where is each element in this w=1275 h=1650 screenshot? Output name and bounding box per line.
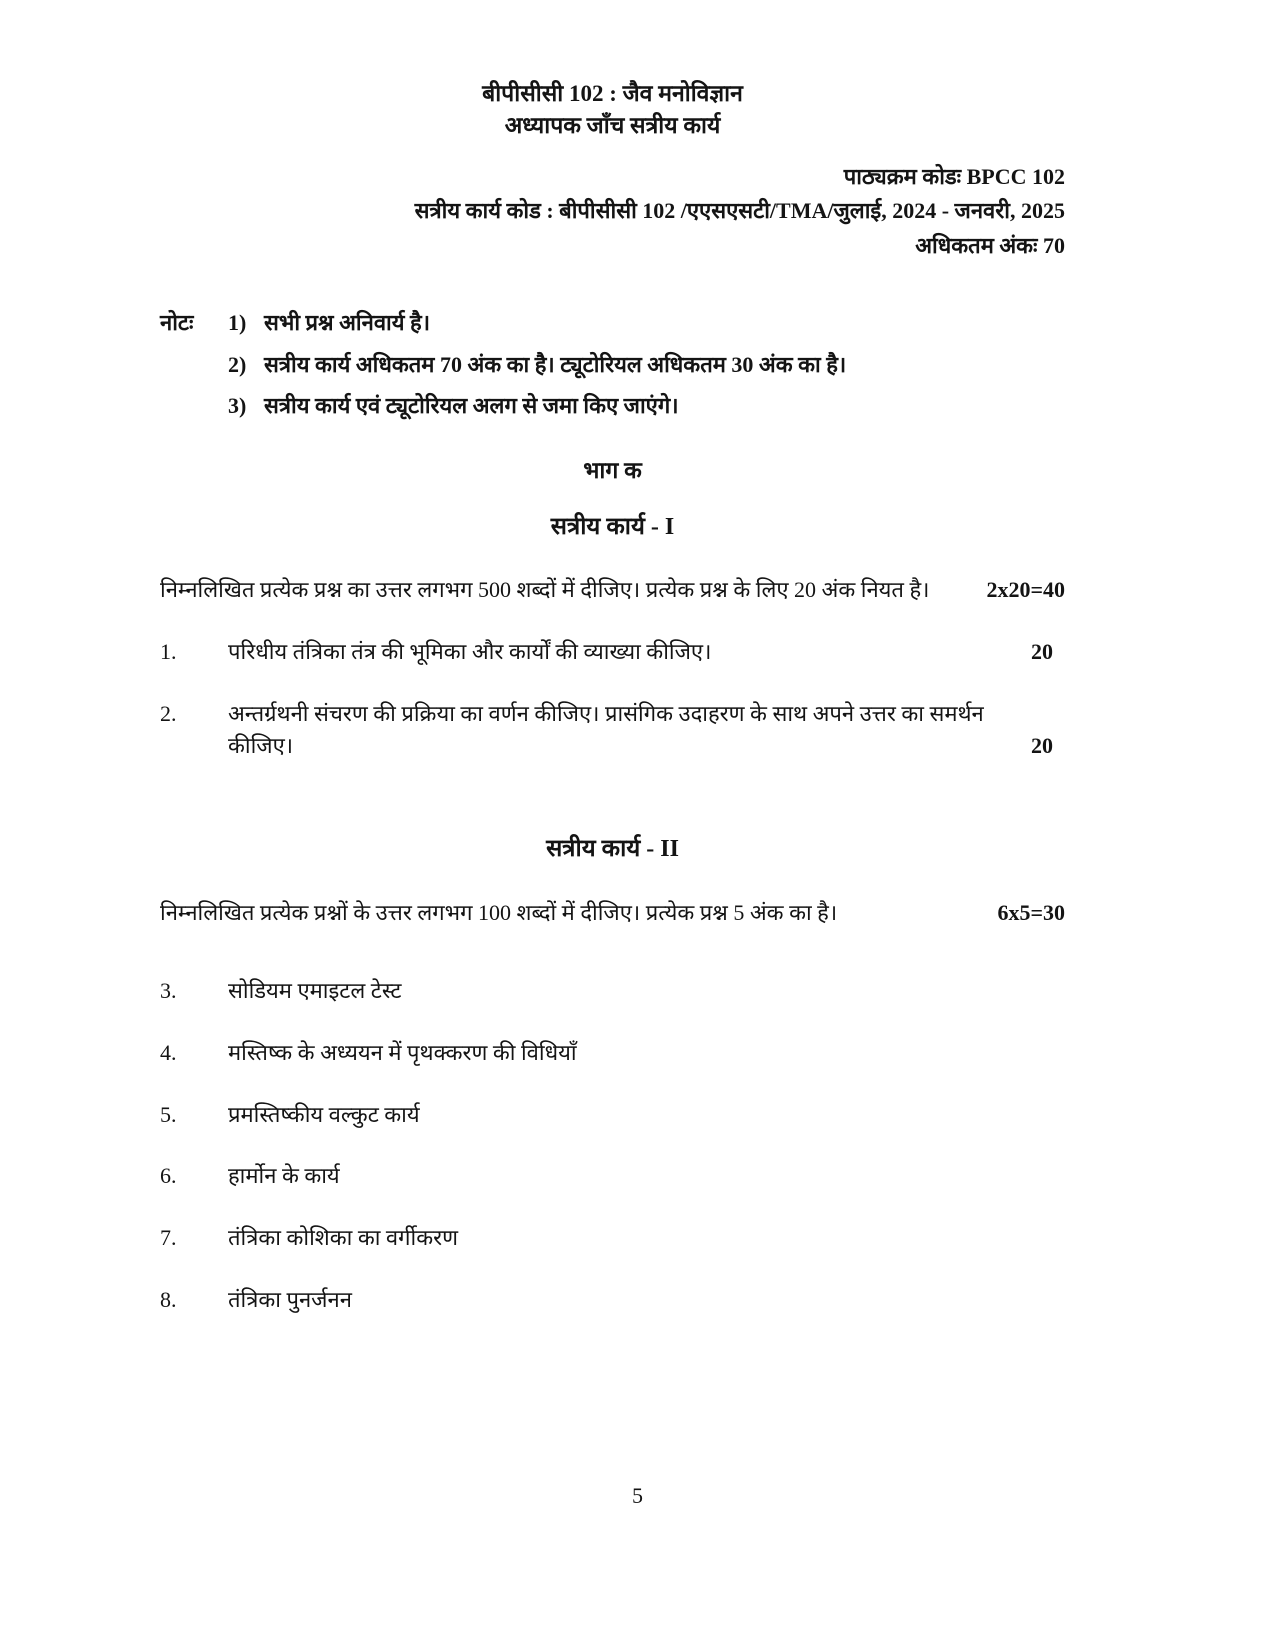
question-text: परिधीय तंत्रिका तंत्र की भूमिका और कार्यों की व्याख्या कीजिए।: [228, 639, 712, 665]
course-title: बीपीसीसी 102 : जैव मनोविज्ञान: [482, 81, 743, 106]
section1-instructions: [160, 574, 1065, 606]
question-number: 1.: [160, 639, 177, 665]
question-text: प्रमस्तिष्कीय वल्कुट कार्य: [228, 1101, 420, 1127]
question-text: मस्तिष्क के अध्ययन में पृथक्करण की विधियाँ: [228, 1039, 577, 1065]
note-item-number: 1): [228, 309, 247, 335]
question-row: [160, 1284, 1065, 1316]
spacer: [160, 929, 1065, 945]
note-block: [160, 307, 1065, 433]
question-row: [160, 975, 1065, 1007]
page-number: 5: [632, 1483, 643, 1509]
section1-heading: सत्रीय कार्य - I: [550, 513, 675, 540]
document-meta: [160, 160, 1065, 262]
section2-heading: सत्रीय कार्य - II: [546, 836, 679, 863]
section2-instructions-text: निम्नलिखित प्रत्येक प्रश्नों के उत्तर लगभग 100 शब्दों में दीजिए। प्रत्येक प्रश्न 5 अंक का है।: [160, 899, 838, 925]
question-text: तंत्रिका कोशिका का वर्गीकरण: [228, 1225, 459, 1251]
assignment-code: सत्रीय कार्य कोड : बीपीसीसी 102 /एएसएसटी/TMA/जुलाई, 2024 - जनवरी, 2025: [414, 198, 1065, 224]
section1-marks-formula: 2x20=40: [986, 577, 1065, 603]
question-number: 7.: [160, 1225, 177, 1251]
question-row: [160, 1160, 1065, 1192]
assignment-title: अध्यापक जाँच सत्रीय कार्य: [504, 113, 721, 139]
section1-instructions-text: निम्नलिखित प्रत्येक प्रश्न का उत्तर लगभग 500 शब्दों में दीजिए। प्रत्येक प्रश्न के लिए 20 अंक नियत है।: [160, 577, 930, 603]
note-item-text: सत्रीय कार्य एवं ट्यूटोरियल अलग से जमा किए जाएंगे।: [264, 393, 679, 419]
note-item-text: सत्रीय कार्य अधिकतम 70 अंक का है। ट्यूटोरियल अधिकतम 30 अंक का है।: [264, 351, 847, 377]
note-item: [228, 307, 1065, 339]
note-item: [228, 349, 1065, 381]
note-items: [228, 307, 1065, 433]
part-heading: भाग क: [583, 458, 642, 484]
question-marks: 20: [1031, 733, 1053, 759]
course-code: पाठ्यक्रम कोडः BPCC 102: [843, 164, 1065, 190]
question-text: अन्तर्ग्रथनी संचरण की प्रक्रिया का वर्णन कीजिए। प्रासंगिक उदाहरण के साथ अपने उत्तर का समर्थन कीजिए।: [228, 701, 984, 759]
question-row: [160, 1222, 1065, 1254]
document-header: [160, 78, 1065, 142]
question-row: [160, 636, 1065, 668]
note-item-number: 2): [228, 351, 247, 377]
question-number: 2.: [160, 701, 177, 727]
question-number: 8.: [160, 1287, 177, 1313]
question-row: [160, 1037, 1065, 1069]
section2-instructions: [160, 897, 1065, 929]
question-text: हार्मोन के कार्य: [228, 1163, 340, 1189]
max-marks: अधिकतम अंकः 70: [915, 232, 1065, 258]
note-label: नोटः: [160, 309, 194, 335]
question-row: [160, 1099, 1065, 1131]
note-item-number: 3): [228, 393, 247, 419]
section2-marks-formula: 6x5=30: [997, 899, 1065, 925]
question-number: 3.: [160, 977, 177, 1003]
question-text: सोडियम एमाइटल टेस्ट: [228, 977, 402, 1003]
question-row: [160, 698, 1065, 762]
question-marks: 20: [1031, 639, 1053, 665]
question-text: तंत्रिका पुनर्जनन: [228, 1287, 352, 1313]
question-number: 4.: [160, 1039, 177, 1065]
note-item: [228, 390, 1065, 422]
note-item-text: सभी प्रश्न अनिवार्य है।: [264, 309, 431, 335]
question-number: 5.: [160, 1101, 177, 1127]
question-number: 6.: [160, 1163, 177, 1189]
